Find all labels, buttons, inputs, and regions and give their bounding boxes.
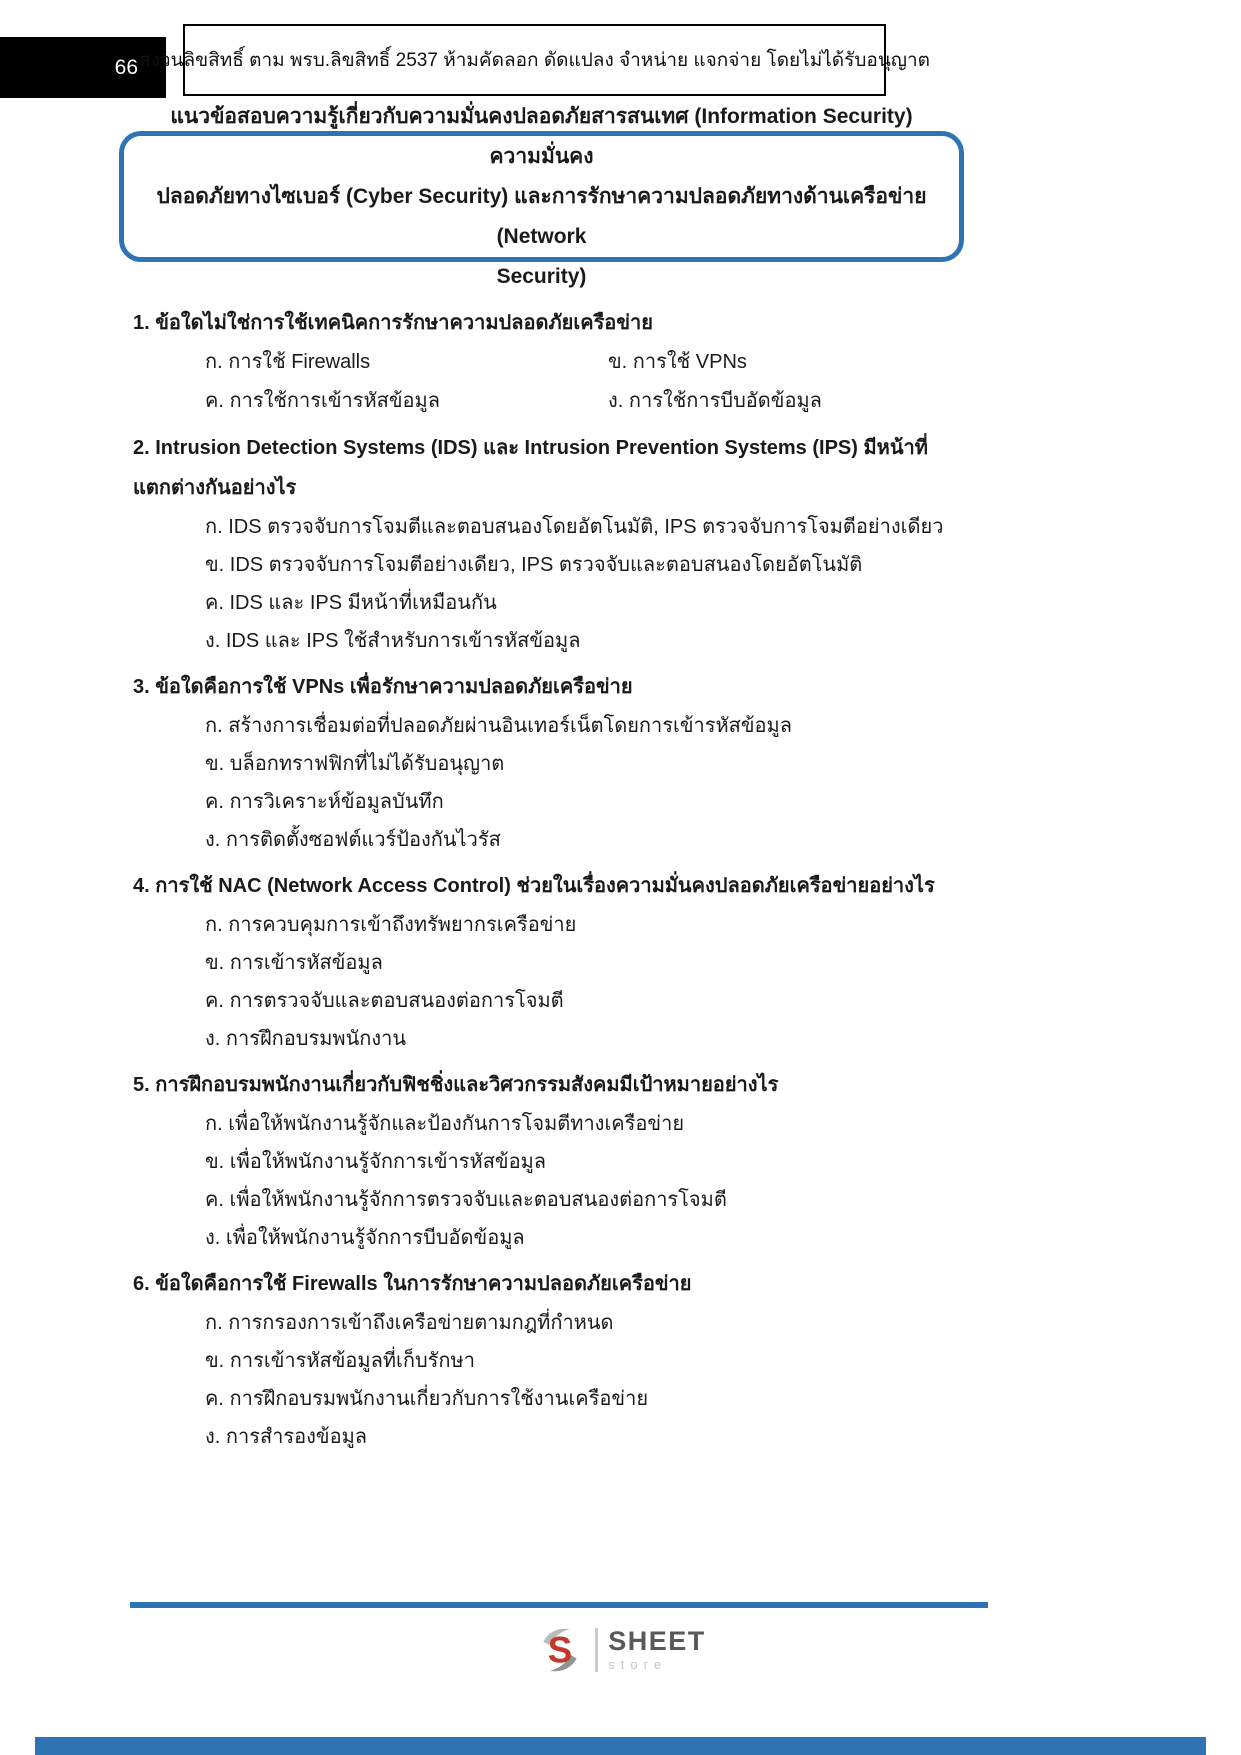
question-block-4 bbox=[133, 866, 953, 1058]
copyright-box bbox=[139, 24, 931, 96]
option-3-c: ค. การวิเคราะห์ข้อมูลบันทึก bbox=[205, 791, 444, 813]
option-4-a: ก. การควบคุมการเข้าถึงทรัพยากรเครือข่าย bbox=[205, 914, 577, 936]
brand-name: SHEET bbox=[608, 1626, 706, 1656]
option-4-c: ค. การตรวจจับและตอบสนองต่อการโจมตี bbox=[205, 990, 564, 1012]
question-title-6: 6. ข้อใดคือการใช้ Firewalls ในการรักษาความปลอดภัยเครือข่าย bbox=[133, 1273, 692, 1295]
question-title-4: 4. การใช้ NAC (Network Access Control) ช่วยในเรื่องความมั่นคงปลอดภัยเครือข่ายอย่างไร bbox=[133, 875, 935, 897]
option-2-b: ข. IDS ตรวจจับการโจมตีอย่างเดียว, IPS ตรวจจับและตอบสนองโดยอัตโนมัติ bbox=[205, 554, 863, 576]
option-1-c: ค. การใช้การเข้ารหัสข้อมูล bbox=[205, 390, 440, 412]
option-3-b: ข. บล็อกทราฟฟิกที่ไม่ได้รับอนุญาต bbox=[205, 753, 505, 775]
option-2-a: ก. IDS ตรวจจับการโจมตีและตอบสนองโดยอัตโนมัติ, IPS ตรวจจับการโจมตีอย่างเดียว bbox=[205, 516, 944, 538]
option-5-a: ก. เพื่อให้พนักงานรู้จักและป้องกันการโจมตีทางเครือข่าย bbox=[205, 1113, 685, 1135]
option-5-c: ค. เพื่อให้พนักงานรู้จักการตรวจจับและตอบสนองต่อการโจมตี bbox=[205, 1189, 727, 1211]
question-title-2: 2. Intrusion Detection Systems (IDS) และ Intrusion Prevention Systems (IPS) มีหน้าที่แตกต่างกันอย่างไร bbox=[133, 437, 928, 499]
logo-divider bbox=[595, 1628, 598, 1672]
question-3-options bbox=[133, 707, 953, 859]
logo-wordmark bbox=[608, 1627, 706, 1673]
exam-title-line-2: ปลอดภัยทางไซเบอร์ (Cyber Security) และการรักษาความปลอดภัยทางด้านเครือข่าย (Network bbox=[156, 184, 927, 248]
option-2-d: ง. IDS และ IPS ใช้สำหรับการเข้ารหัสข้อมูล bbox=[205, 630, 581, 652]
option-6-a: ก. การกรองการเข้าถึงเครือข่ายตามกฎที่กำหนด bbox=[205, 1312, 614, 1334]
copyright-text: สงวนลิขสิทธิ์ ตาม พรบ.ลิขสิทธิ์ 2537 ห้ามคัดลอก ดัดแปลง จำหน่าย แจกจ่าย โดยไม่ได้รับอนุญาต bbox=[139, 50, 931, 71]
option-1-b: ข. การใช้ VPNs bbox=[608, 351, 747, 373]
question-title-3: 3. ข้อใดคือการใช้ VPNs เพื่อรักษาความปลอดภัยเครือข่าย bbox=[133, 676, 633, 698]
option-2-c: ค. IDS และ IPS มีหน้าที่เหมือนกัน bbox=[205, 592, 497, 614]
bottom-bar bbox=[35, 1737, 1206, 1755]
question-2-options bbox=[133, 508, 953, 660]
page-number: 66 bbox=[114, 55, 138, 79]
svg-text:S: S bbox=[548, 1629, 573, 1671]
question-6-options bbox=[133, 1304, 953, 1456]
option-3-d: ง. การติดตั้งซอฟต์แวร์ป้องกันไวรัส bbox=[205, 829, 501, 851]
option-6-d: ง. การสำรองข้อมูล bbox=[205, 1426, 368, 1448]
question-block-6 bbox=[133, 1264, 953, 1456]
exam-title-line-3: Security) bbox=[496, 264, 587, 288]
sheet-store-logo bbox=[0, 1625, 1241, 1675]
question-block-2 bbox=[133, 428, 953, 660]
option-1-d: ง. การใช้การบีบอัดข้อมูล bbox=[608, 390, 822, 412]
footer-divider-line bbox=[130, 1602, 988, 1608]
option-4-d: ง. การฝึกอบรมพนักงาน bbox=[205, 1028, 407, 1050]
question-title-5: 5. การฝึกอบรมพนักงานเกี่ยวกับฟิชชิ่งและวิศวกรรมสังคมมีเป้าหมายอย่างไร bbox=[133, 1074, 779, 1096]
exam-title-box bbox=[119, 104, 964, 288]
option-5-d: ง. เพื่อให้พนักงานรู้จักการบีบอัดข้อมูล bbox=[205, 1227, 525, 1249]
option-6-b: ข. การเข้ารหัสข้อมูลที่เก็บรักษา bbox=[205, 1350, 475, 1372]
option-6-c: ค. การฝึกอบรมพนักงานเกี่ยวกับการใช้งานเครือข่าย bbox=[205, 1388, 649, 1410]
question-1-options bbox=[133, 343, 953, 421]
exam-title-line-1: แนวข้อสอบความรู้เกี่ยวกับความมั่นคงปลอดภัยสารสนเทศ (Information Security) ความมั่นคง bbox=[170, 104, 913, 168]
option-4-b: ข. การเข้ารหัสข้อมูล bbox=[205, 952, 383, 974]
option-1-a: ก. การใช้ Firewalls bbox=[205, 351, 371, 373]
option-5-b: ข. เพื่อให้พนักงานรู้จักการเข้ารหัสข้อมูล bbox=[205, 1151, 547, 1173]
question-block-1 bbox=[133, 303, 953, 421]
question-list bbox=[133, 296, 953, 1456]
option-3-a: ก. สร้างการเชื่อมต่อที่ปลอดภัยผ่านอินเทอร์เน็ตโดยการเข้ารหัสข้อมูล bbox=[205, 715, 792, 737]
question-block-3 bbox=[133, 667, 953, 859]
question-5-options bbox=[133, 1105, 953, 1257]
question-title-1: 1. ข้อใดไม่ใช่การใช้เทคนิคการรักษาความปลอดภัยเครือข่าย bbox=[133, 312, 653, 334]
s-mark-icon bbox=[535, 1625, 585, 1675]
question-4-options bbox=[133, 906, 953, 1058]
question-block-5 bbox=[133, 1065, 953, 1257]
brand-subtitle: store bbox=[608, 1657, 668, 1672]
